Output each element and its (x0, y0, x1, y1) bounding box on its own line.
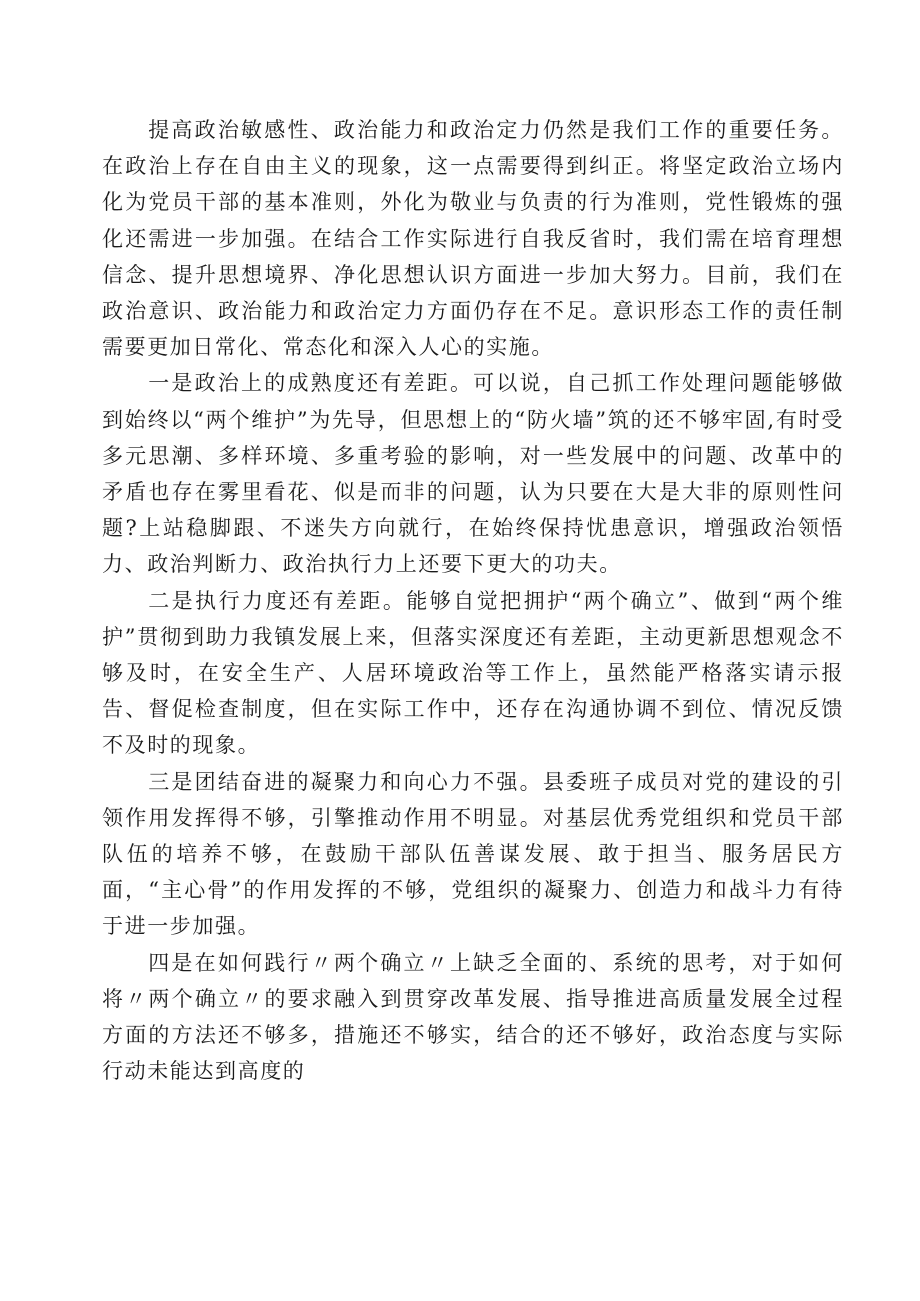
paragraph-point-four: 四是在如何践行〃两个确立〃上缺乏全面的、系统的思考，对于如何将〃两个确立〃的要求融入到贯穿改革发展、指导推进高质量发展全过程方面的方法还不够多，措施还不够实，结合的还不够好，政治态度与实际行动未能达到高度的 (102, 950, 844, 1084)
paragraph-intro: 提高政治敏感性、政治能力和政治定力仍然是我们工作的重要任务。在政治上存在自由主义的现象，这一点需要得到纠正。将坚定政治立场内化为党员干部的基本准则，外化为敬业与负责的行为准则，党性锻炼的强化还需进一步加强。在结合工作实际进行自我反省时，我们需在培育理想信念、提升思想境界、净化思想认识方面进一步加大努力。目前，我们在政治意识、政治能力和政治定力方面仍存在不足。意识形态工作的责任制需要更加日常化、常态化和深入人心的实施。 (102, 118, 844, 360)
paragraph-point-one: 一是政治上的成熟度还有差距。可以说，自己抓工作处理问题能够做到始终以“两个维护”为先导，但思想上的“防火墙”筑的还不够牢固,有时受多元思潮、多样环境、多重考验的影响，对一些发展中的问题、改革中的矛盾也存在雾里看花、似是而非的问题，认为只要在大是大非的原则性问题?上站稳脚跟、不迷失方向就行，在始终保持忧患意识，增强政治领悟力、政治判断力、政治执行力上还要下更大的功夫。 (102, 371, 844, 577)
paragraph-point-two: 二是执行力度还有差距。能够自觉把拥护“两个确立”、做到“两个维护”贯彻到助力我镇发展上来，但落实深度还有差距，主动更新思想观念不够及时，在安全生产、人居环境政治等工作上，虽然能严格落实请示报告、督促检查制度，但在实际工作中，还存在沟通协调不到位、情况反馈不及时的现象。 (102, 588, 844, 758)
paragraph-point-three: 三是团结奋进的凝聚力和向心力不强。县委班子成员对党的建设的引领作用发挥得不够，引擎推动作用不明显。对基层优秀党组织和党员干部队伍的培养不够，在鼓励干部队伍善谋发展、敢于担当、服务居民方面，“主心骨”的作用发挥的不够，党组织的凝聚力、创造力和战斗力有待于进一步加强。 (102, 769, 844, 939)
document-body (102, 112, 844, 1089)
